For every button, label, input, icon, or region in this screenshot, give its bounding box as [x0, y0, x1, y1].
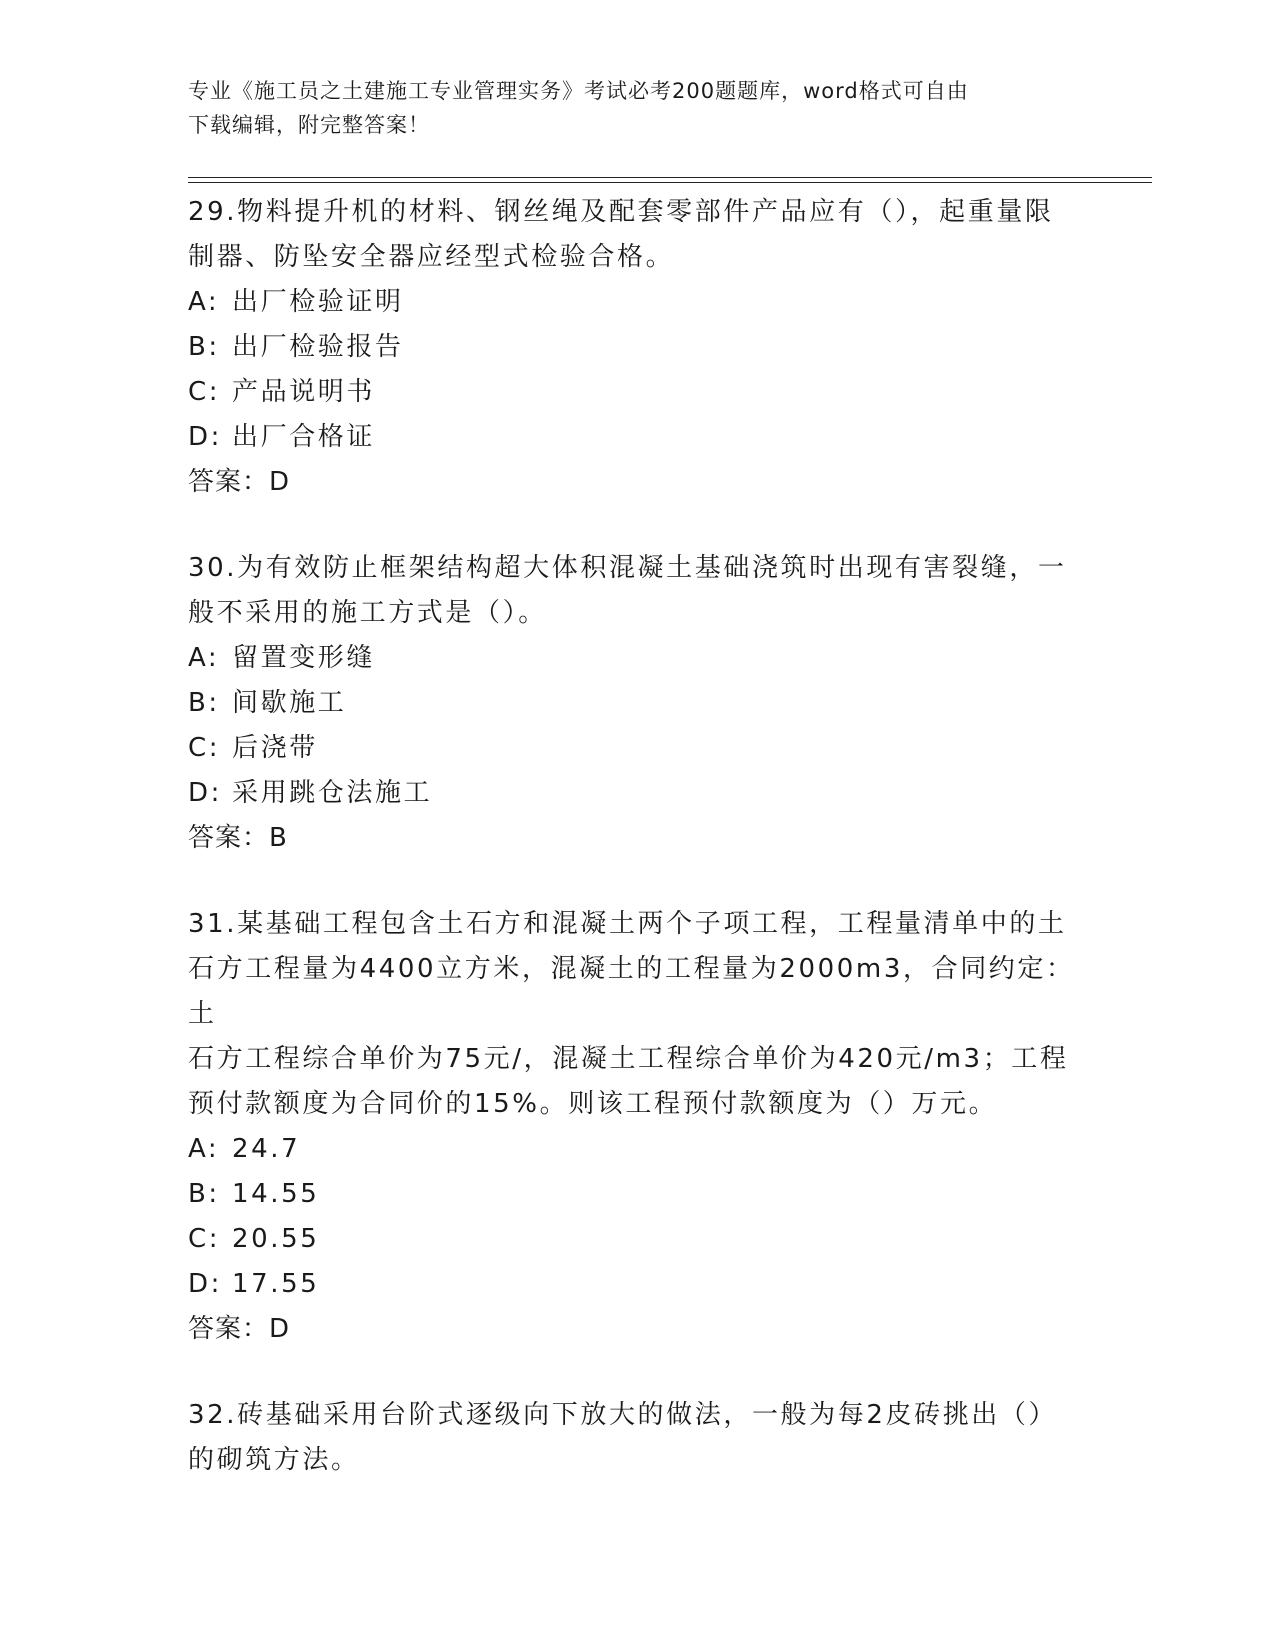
question-stem-line: 的砌筑方法。	[188, 1445, 360, 1475]
option-key: B:	[188, 688, 220, 718]
question-30	[188, 546, 1088, 860]
option-a	[188, 280, 1088, 325]
option-text: 出厂检验报告	[232, 332, 404, 362]
option-a	[188, 636, 1088, 681]
option-text: 24.7	[232, 1134, 301, 1164]
question-stem-line: 般不采用的施工方式是（）。	[188, 598, 547, 628]
option-c	[188, 1217, 1088, 1262]
option-text: 出厂合格证	[232, 422, 376, 452]
answer-line: 答案：B	[188, 823, 288, 853]
option-b	[188, 681, 1088, 726]
option-key: D:	[188, 1269, 222, 1299]
option-b	[188, 1172, 1088, 1217]
question-stem-line: 石方工程量为4400立方米，混凝土的工程量为2000m3，合同约定：土	[188, 954, 1075, 1029]
header-divider-top	[188, 177, 1152, 178]
option-a	[188, 1127, 1088, 1172]
option-b	[188, 325, 1088, 370]
question-stem-line: 32.砖基础采用台阶式逐级向下放大的做法，一般为每2皮砖挑出（）	[188, 1400, 1058, 1430]
option-d	[188, 1262, 1088, 1307]
question-stem-line: 31.某基础工程包含土石方和混凝土两个子项工程，工程量清单中的土	[188, 909, 1067, 939]
header-title-line-2: 下载编辑，附完整答案！	[188, 113, 430, 137]
question-list	[188, 190, 1088, 1525]
option-text: 20.55	[232, 1224, 320, 1254]
question-29	[188, 190, 1088, 504]
option-c	[188, 726, 1088, 771]
option-text: 产品说明书	[232, 377, 376, 407]
header-title-line-1: 专业《施工员之土建施工专业管理实务》考试必考200题题库，word格式可自由	[188, 79, 969, 103]
option-text: 采用跳仓法施工	[232, 778, 433, 808]
option-key: C:	[188, 1224, 221, 1254]
option-c	[188, 370, 1088, 415]
question-stem-line: 制器、防坠安全器应经型式检验合格。	[188, 242, 675, 272]
option-d	[188, 771, 1088, 816]
option-key: A:	[188, 1134, 220, 1164]
option-key: C:	[188, 377, 221, 407]
document-header	[188, 74, 1068, 142]
question-stem-line: 29.物料提升机的材料、钢丝绳及配套零部件产品应有（），起重量限	[188, 197, 1054, 227]
answer-line: 答案：D	[188, 467, 291, 497]
option-key: A:	[188, 287, 220, 317]
answer-line: 答案：D	[188, 1314, 291, 1344]
question-32	[188, 1393, 1088, 1483]
option-d	[188, 415, 1088, 460]
option-text: 间歇施工	[232, 688, 347, 718]
option-key: B:	[188, 332, 220, 362]
question-stem-line: 预付款额度为合同价的15%。则该工程预付款额度为（）万元。	[188, 1089, 998, 1119]
question-stem-line: 石方工程综合单价为75元/，混凝土工程综合单价为420元/m3；工程	[188, 1044, 1069, 1074]
header-divider-bottom	[188, 182, 1152, 183]
option-key: C:	[188, 733, 221, 763]
option-text: 后浇带	[232, 733, 318, 763]
question-stem-line: 30.为有效防止框架结构超大体积混凝土基础浇筑时出现有害裂缝，一	[188, 553, 1067, 583]
option-key: A:	[188, 643, 220, 673]
option-text: 留置变形缝	[232, 643, 376, 673]
option-text: 17.55	[232, 1269, 320, 1299]
option-key: D:	[188, 422, 222, 452]
option-text: 14.55	[232, 1179, 320, 1209]
option-key: D:	[188, 778, 222, 808]
option-key: B:	[188, 1179, 220, 1209]
option-text: 出厂检验证明	[232, 287, 404, 317]
question-31	[188, 902, 1088, 1351]
